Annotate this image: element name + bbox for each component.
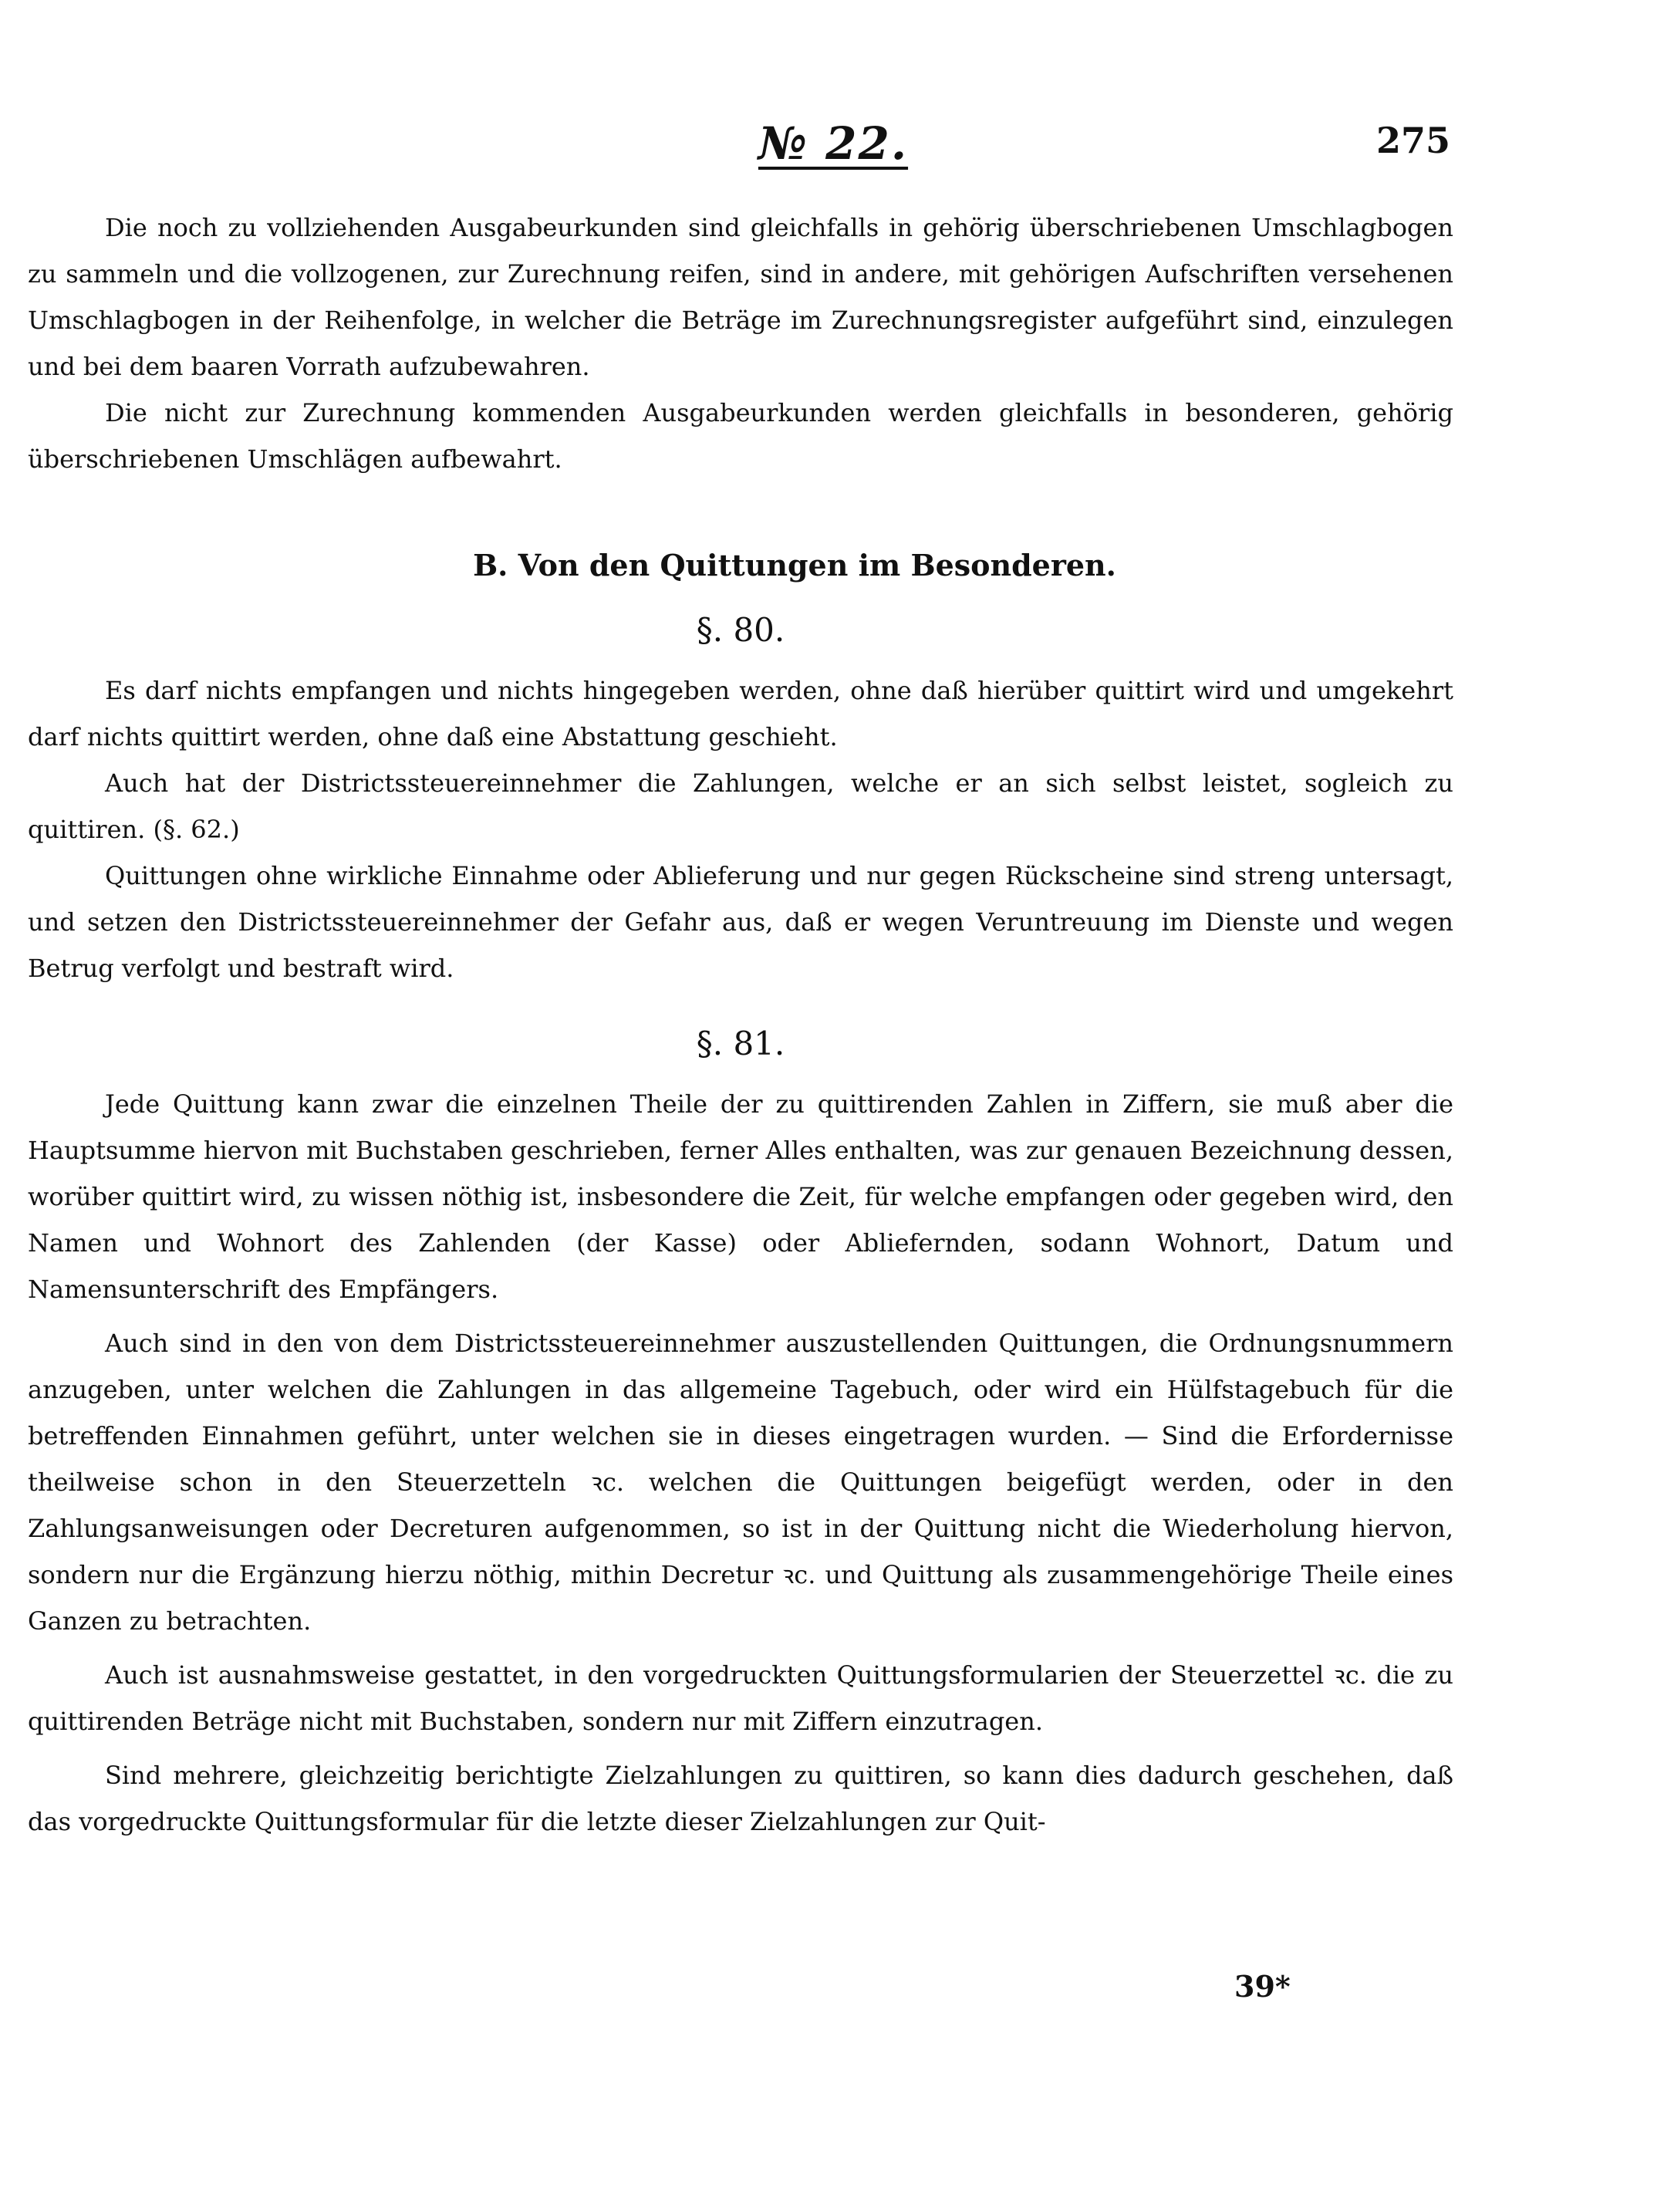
section-heading: B. Von den Quittungen im Besonderen. [473,548,1116,583]
paragraph: Auch ist ausnahmsweise gestattet, in den vorgedruckten Quittungsformularien der Steuerzettel ꝛc. die zu quittirenden Beträge nicht mit Buchstaben, sondern nur mit Ziffern einzutragen. [28,1660,1453,1736]
paragraph: Quittungen ohne wirkliche Einnahme oder Ablieferung und nur gegen Rückscheine sind streng untersagt, und setzen den Districtssteuereinnehmer der Gefahr aus, daß er wegen Veruntreuung im Dienste und wegen Betrug verfolgt und bestraft wird. [28,861,1453,983]
sheet-signature: 39* [1234,1969,1291,2004]
page-number: 275 [1375,120,1450,161]
paragraph: Die noch zu vollziehenden Ausgabeurkunden sind gleichfalls in gehörig überschriebenen Umschlagbogen zu sammeln und die vollzogenen, zur Zurechnung reifen, sind in andere, mit gehörigen Aufschriften versehenen Umschlagbogen in der Reihenfolge, in welcher die Beträge im Zurechnungsregister aufgeführt sind, einzulegen und bei dem baaren Vorrath aufzubewahren. [28,213,1453,381]
paragraph: Jede Quittung kann zwar die einzelnen Theile der zu quittirenden Zahlen in Ziffern, sie muß aber die Hauptsumme hiervon mit Buchstaben geschrieben, ferner Alles enthalten, was zur genauen Bezeichnung dessen, worüber quittirt wird, zu wissen nöthig ist, insbesondere die Zeit, für welche empfangen oder gegeben wird, den Namen und Wohnort des Zahlenden (der Kasse) oder Abliefernden, sodann Wohnort, Datum und Namensunterschrift des Empfängers. [28,1089,1453,1304]
paragraph: Auch hat der Districtssteuereinnehmer die Zahlungen, welche er an sich selbst leistet, sogleich zu quittiren. (§. 62.) [28,768,1453,844]
paragraph: Sind mehrere, gleichzeitig berichtigte Zielzahlungen zu quittiren, so kann dies dadurch geschehen, daß das vorgedruckte Quittungsformular für die letzte dieser Zielzahlungen zur Quit- [28,1761,1453,1836]
paragraph: Es darf nichts empfangen und nichts hingegeben werden, ohne daß hierüber quittirt wird und umgekehrt darf nichts quittirt werden, ohne daß eine Abstattung geschieht. [28,676,1453,751]
paragraph: Die nicht zur Zurechnung kommenden Ausgabeurkunden werden gleichfalls in besonderen, gehörig überschriebenen Umschlägen aufbewahrt. [28,398,1453,474]
issue-number: № 22. [758,117,909,170]
body-text [28,204,1453,1845]
section-title-81: §. 81. [696,1025,785,1062]
paragraph: Auch sind in den von dem Districtssteuereinnehmer auszustellenden Quittungen, die Ordnungsnummern anzugeben, unter welchen die Zahlungen in das allgemeine Tagebuch, oder wird ein Hülfstagebuch für die betreffenden Einnahmen geführt, unter welchen sie in dieses eingetragen wurden. — Sind die Erfordernisse theilweise schon in den Steuerzetteln ꝛc. welchen die Quittungen beigefügt werden, oder in den Zahlungsanweisungen oder Decreturen aufgenommen, so ist in der Quittung nicht die Wiederholung hiervon, sondern nur die Ergänzung hierzu nöthig, mithin Decretur ꝛc. und Quittung als zusammengehörige Theile eines Ganzen zu betrachten. [28,1329,1453,1636]
section-title-80: §. 80. [696,611,785,649]
